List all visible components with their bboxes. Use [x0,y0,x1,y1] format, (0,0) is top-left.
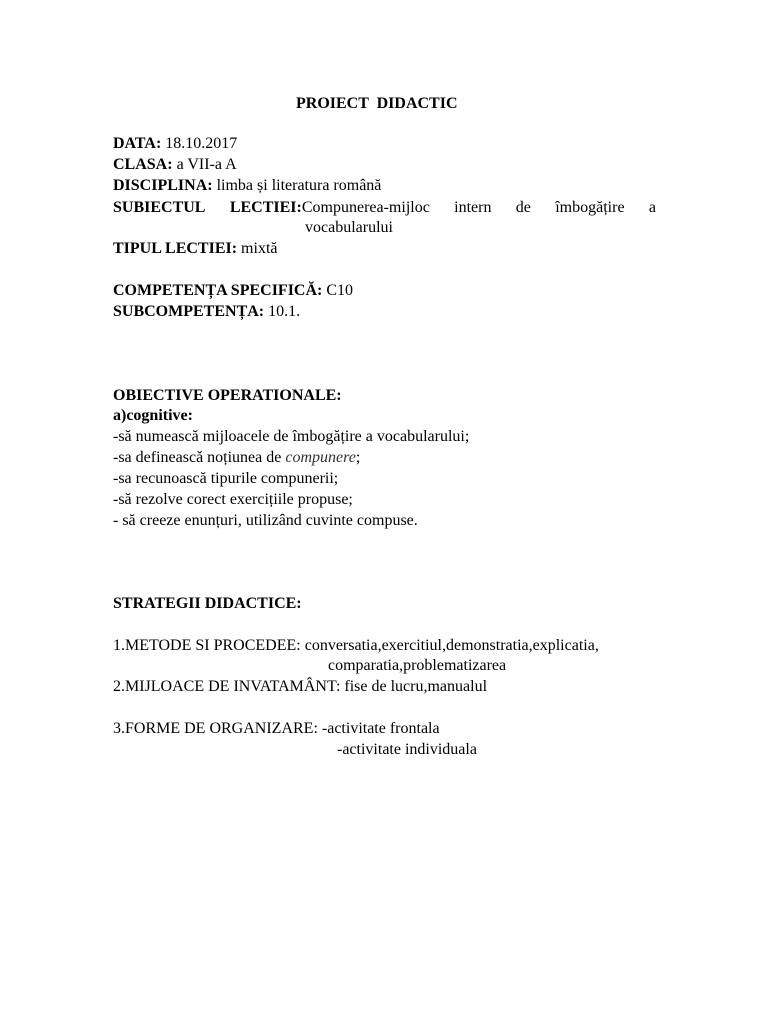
subject-continuation: vocabularului [305,219,393,236]
forms-label: 3.FORME DE ORGANIZARE: [113,720,322,737]
lesson-type-line [113,239,277,259]
objective-item-emphasis: compunere [285,449,356,466]
forms-value: -activitate frontala [321,720,440,737]
means-line [113,677,487,697]
objective-item-end: ; [355,449,361,466]
methods-value: conversatia,exercitiul,demonstratia,explicatia, [304,637,599,654]
date-label: DATA: [113,135,162,152]
document-title: PROIECT DIDACTIC [296,95,458,112]
competence-label: COMPETENȚA SPECIFICĂ: [113,282,323,299]
discipline-value: limba și literatura română [212,177,382,194]
subject-word: intern [454,199,492,216]
competence-line [113,281,353,301]
objective-item: -sa recunoască tipurile compunerii; [113,470,339,487]
lesson-type-value: mixtă [237,240,278,257]
discipline-line [113,176,381,196]
lesson-type-label: TIPUL LECTIEI: [113,240,238,257]
subject-word: de [515,199,531,216]
methods-label: 1.METODE SI PROCEDEE: [113,637,305,654]
means-label: 2.MIJLOACE DE INVATAMÂNT: [113,678,345,695]
objectives-heading: OBIECTIVE OPERATIONALE: [113,387,342,404]
subcompetence-value: 10.1. [264,303,301,320]
subject-word: îmbogățire [555,199,625,216]
subject-label-word-1: SUBIECTUL [113,199,206,216]
class-value: a VII-a A [172,156,237,173]
strategies-heading: STRATEGII DIDACTICE: [113,595,302,612]
objective-item: -să numească mijloacele de îmbogățire a vocabularului; [113,428,470,445]
objectives-subheading: a)cognitive: [113,407,193,424]
class-label: CLASA: [113,156,173,173]
subcompetence-label: SUBCOMPETENȚA: [113,303,265,320]
objective-item: -să rezolve corect exercițiile propuse; [113,491,353,508]
subject-label-and-first-word [230,198,430,218]
subject-word: a [648,199,656,216]
forms-continuation: -activitate individuala [337,741,477,758]
class-line [113,155,237,175]
discipline-label: DISCIPLINA: [113,177,213,194]
subject-line [113,198,656,218]
subcompetence-line [113,302,300,322]
competence-value: C10 [322,282,354,299]
methods-continuation: comparatia,problematizarea [328,657,507,674]
date-line [113,134,237,154]
objective-item-text: -sa defineascǎ noțiunea de [113,449,286,466]
objective-item [113,448,360,468]
forms-line [113,719,440,739]
subject-label-word-2: LECTIEI: [229,199,302,216]
date-value: 18.10.2017 [161,135,238,152]
objective-item: - să creeze enunțuri, utilizând cuvinte compuse. [113,512,418,529]
subject-word: Compunerea-mijloc [301,199,430,216]
methods-line [113,636,599,656]
means-value: fise de lucru,manualul [344,678,488,695]
